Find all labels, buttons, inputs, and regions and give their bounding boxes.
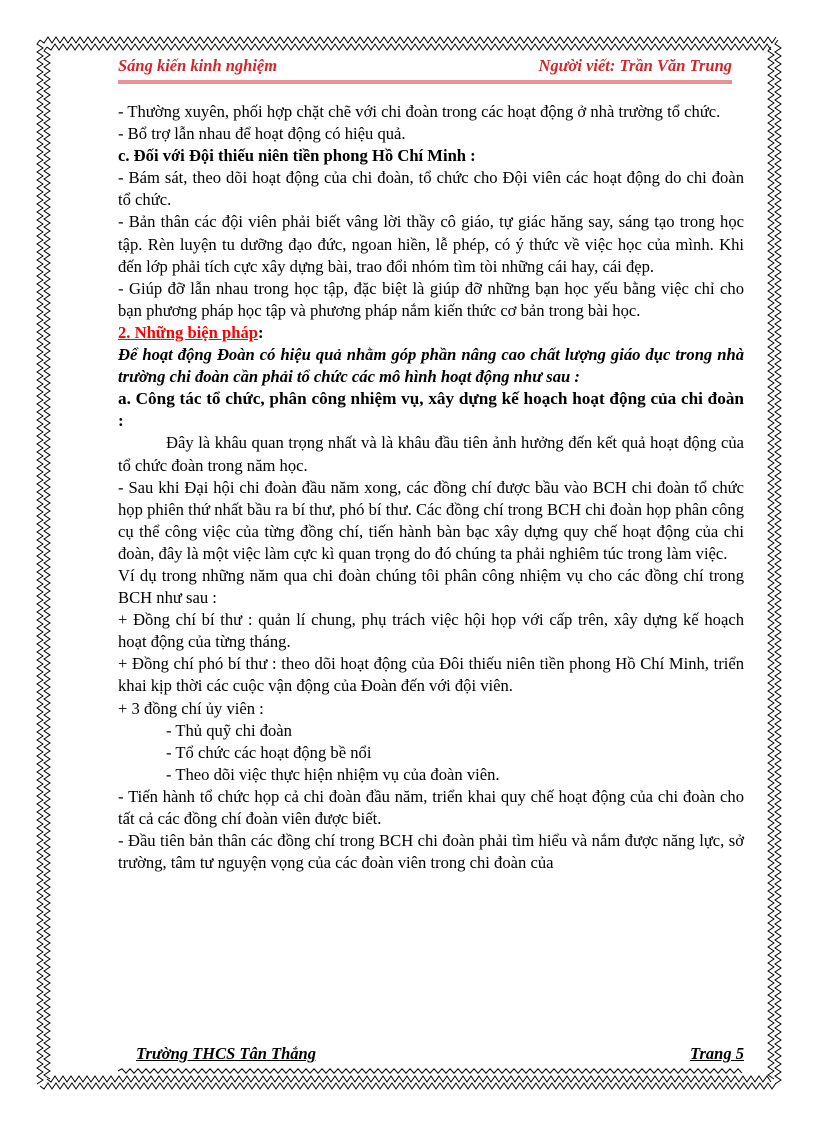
page-body	[118, 101, 744, 874]
section-heading-a: a. Công tác tổ chức, phân công nhiệm vụ, xây dựng kế hoạch hoạt động của chi đoàn :	[118, 389, 744, 431]
section-heading-c: c. Đối với Đội thiếu niên tiền phong Hồ Chí Minh :	[118, 146, 476, 166]
paragraph: - Đầu tiên bản thân các đồng chí trong BCH chi đoàn phải tìm hiểu và nắm được năng lực, sở trường, tâm tư nguyện vọng của các đoàn viên trong chi đoàn của	[118, 831, 744, 873]
list-item: - Tổ chức các hoạt động bề nổi	[166, 742, 372, 762]
section-heading-2-colon: :	[258, 322, 264, 342]
footer-school: Trường THCS Tân Thắng	[136, 1044, 316, 1063]
paragraph: + Đồng chí phó bí thư : theo dõi hoạt động của Đôi thiếu niên tiền phong Hồ Chí Minh, triển khai kịp thời các cuộc vận động của Đoàn đến với đội viên.	[118, 654, 744, 696]
paragraph: Đây là khâu quan trọng nhất và là khâu đầu tiên ảnh hưởng đến kết quả hoạt động của tổ chức đoàn trong năm học.	[118, 433, 744, 475]
header-rule	[118, 80, 732, 84]
paragraph: - Bổ trợ lẫn nhau để hoạt động có hiệu quả.	[118, 124, 406, 144]
paragraph: - Sau khi Đại hội chi đoàn đầu năm xong, các đồng chí được bầu vào BCH chi đoàn tổ chức họp phiên thứ nhất bầu ra bí thư, phó bí thư. Các đồng chí trong BCH chi đoàn họp phân công cụ thể công việc của từng đồng chí, tiến hành bàn bạc xây dựng quy chế hoạt động của chi đoàn, đây là một việc làm cực kì quan trọng do đó chúng ta phải nghiêm túc trong làm việc.	[118, 477, 744, 563]
intro-paragraph: Để hoạt động Đoàn có hiệu quả nhằm góp phần nâng cao chất lượng giáo dục trong nhà trường chi đoàn cần phải tổ chức các mô hình hoạt động như sau :	[118, 345, 744, 387]
paragraph: - Tiến hành tổ chức họp cả chi đoàn đầu năm, triển khai quy chế hoạt động của chi đoàn cho tất cả các đồng chí đoàn viên được biết.	[118, 786, 744, 828]
paragraph: - Bám sát, theo dõi hoạt động của chi đoàn, tổ chức cho Đội viên các hoạt động do chi đoàn tổ chức.	[118, 168, 744, 210]
footer-rule	[118, 1068, 744, 1074]
footer-page-number: Trang 5	[690, 1044, 744, 1063]
paragraph: - Thường xuyên, phối hợp chặt chẽ với chi đoàn trong các hoạt động ở nhà trường tổ chức.	[118, 102, 721, 121]
list-item: - Thủ quỹ chi đoàn	[166, 720, 292, 740]
paragraph: + Đồng chí bí thư : quản lí chung, phụ trách việc hội họp với cấp trên, xây dựng kế hoạch hoạt động của từng tháng.	[118, 610, 744, 652]
paragraph: - Giúp đỡ lẫn nhau trong học tập, đặc biệt là giúp đỡ những bạn học yếu bằng việc chỉ cho bạn phương pháp học tập và phương pháp nắm kiến thức cơ bản trong bài học.	[118, 278, 744, 320]
header-author: Người viết: Trần Văn Trung	[538, 56, 732, 75]
section-heading-2-text: 2. Những biện pháp	[118, 322, 259, 342]
paragraph: Ví dụ trong những năm qua chi đoàn chúng tôi phân công nhiệm vụ cho các đồng chí trong BCH như sau :	[118, 565, 744, 608]
page-header	[118, 52, 732, 82]
header-title: Sáng kiến kinh nghiệm	[118, 56, 278, 75]
section-heading-2	[118, 322, 744, 344]
paragraph: - Bản thân các đội viên phải biết vâng lời thầy cô giáo, tự giác hăng say, sáng tạo trong học tập. Rèn luyện tu dưỡng đạo đức, ngoan hiền, lễ phép, có ý thức về việc học của mình. Khi đến lớp phải tích cực xây dựng bài, trao đổi nhóm tìm tòi những cái hay, cái đẹp.	[118, 212, 744, 276]
list-item: - Theo dõi việc thực hiện nhiệm vụ của đoàn viên.	[166, 764, 500, 784]
paragraph: + 3 đồng chí ủy viên :	[118, 698, 264, 718]
page-footer	[136, 1044, 744, 1068]
